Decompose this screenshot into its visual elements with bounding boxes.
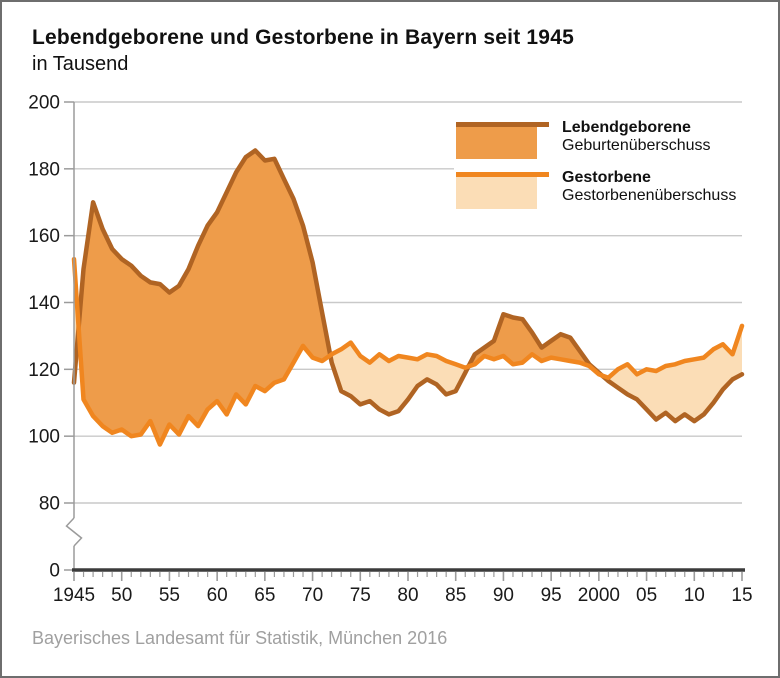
x-tick-label-2000: 2000	[577, 585, 620, 606]
legend-row-lebendgeborene	[456, 119, 748, 159]
x-tick-label-1990: 90	[492, 585, 514, 606]
y-tick-label-100: 100	[28, 426, 60, 448]
births-swatch	[456, 122, 549, 159]
legend-row-gestorbene	[456, 169, 748, 209]
x-tick-label-1975: 75	[349, 585, 371, 606]
x-tick-label-1995: 95	[540, 585, 562, 606]
x-tick-label-2015: 15	[731, 585, 753, 606]
legend-label-geburtenueberschuss: Geburtenüberschuss	[562, 137, 711, 154]
x-tick-label-1985: 85	[445, 585, 467, 606]
x-tick-label-1970: 70	[302, 585, 324, 606]
y-tick-label-200: 200	[28, 92, 60, 114]
x-tick-label-1980: 80	[397, 585, 419, 606]
x-tick-label-1950: 50	[111, 585, 133, 606]
y-tick-label-180: 180	[28, 159, 60, 181]
legend-label-lebendgeborene: Lebendgeborene	[562, 119, 691, 136]
x-tick-label-2010: 10	[683, 585, 705, 606]
legend-label-gestorbenenueberschuss: Gestorbenenüberschuss	[562, 187, 737, 204]
y-tick-label-120: 120	[28, 359, 60, 381]
x-tick-label-2005: 05	[636, 585, 658, 606]
source-note: Bayerisches Landesamt für Statistik, München 2016	[32, 628, 448, 648]
legend-labels-births	[562, 119, 711, 155]
y-tick-label-80: 80	[38, 493, 60, 515]
y-axis-break	[67, 518, 82, 546]
page-subtitle: in Tausend	[32, 53, 129, 75]
chart-legend	[454, 110, 748, 217]
y-tick-label-160: 160	[28, 226, 60, 248]
y-tick-label-0: 0	[49, 560, 60, 582]
x-tick-label-1965: 65	[254, 585, 276, 606]
birth-surplus-fill-swatch	[456, 127, 537, 159]
births-deaths-chart	[2, 2, 780, 678]
x-tick-label-1960: 60	[206, 585, 228, 606]
death-surplus-fill-swatch	[456, 177, 537, 209]
legend-labels-deaths	[562, 169, 736, 205]
page-title: Lebendgeborene und Gestorbene in Bayern seit 1945	[32, 26, 574, 49]
y-tick-label-140: 140	[28, 293, 60, 314]
x-tick-label-1955: 55	[158, 585, 180, 606]
legend-label-gestorbene: Gestorbene	[562, 169, 651, 186]
deaths-swatch	[456, 172, 549, 209]
x-tick-label-1945: 1945	[52, 585, 96, 606]
